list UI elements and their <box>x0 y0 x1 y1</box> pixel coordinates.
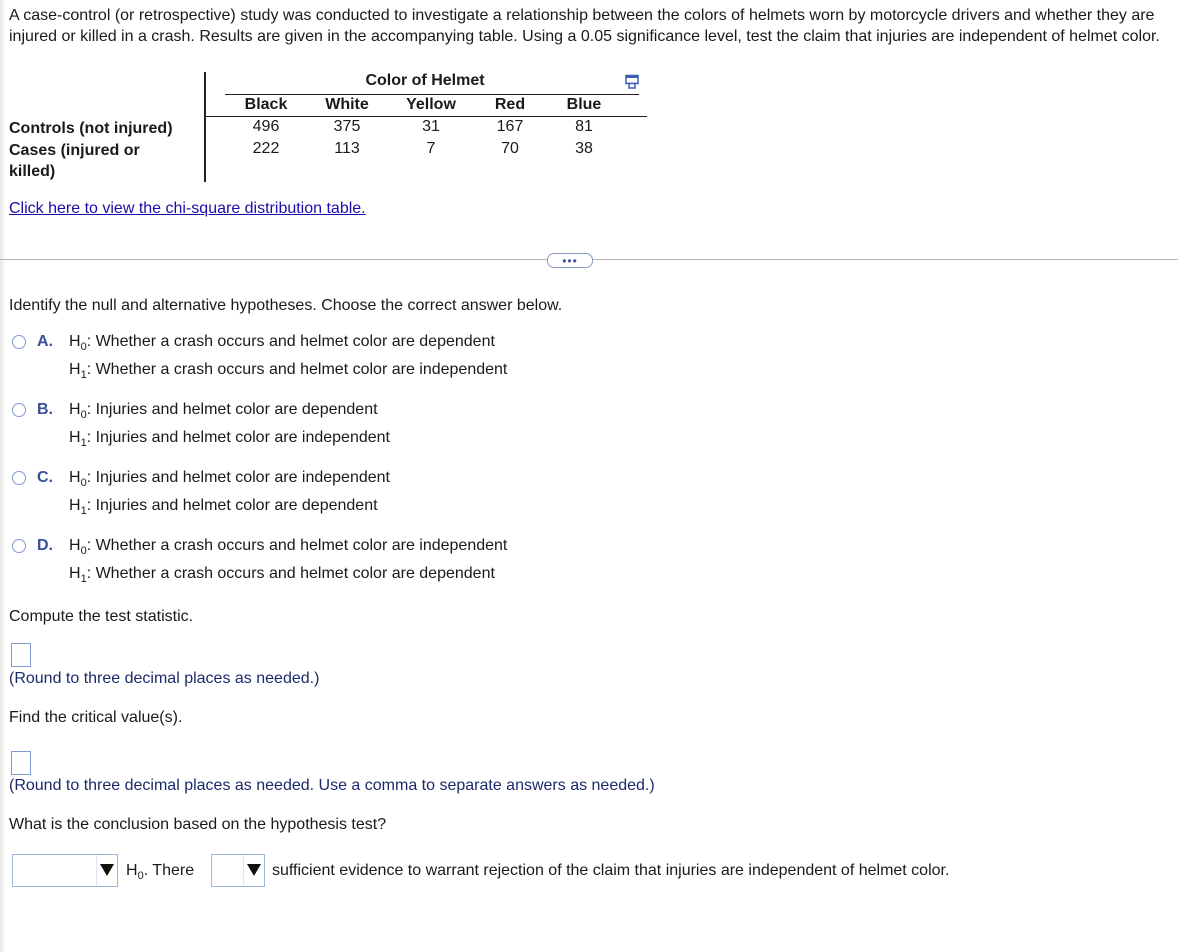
option-d[interactable] <box>12 537 712 593</box>
conclusion-h0-text: $H_0$. There <box>126 862 195 882</box>
option-a[interactable] <box>12 333 712 389</box>
contingency-table <box>9 70 649 185</box>
table-cell: 31 <box>422 118 440 135</box>
test-statistic-hint: (Round to three decimal places as needed.) <box>9 670 320 687</box>
more-dots-icon: ••• <box>562 253 578 268</box>
copy-data-icon[interactable] <box>624 74 640 90</box>
column-header-white: White <box>325 96 369 113</box>
option-d-h0: $H_0$: Whether a crash occurs and helmet color are independent <box>69 537 508 557</box>
row-label-cases-line1: Cases (injured or <box>9 142 140 159</box>
option-a-h0: $H_0$: Whether a crash occurs and helmet color are dependent <box>69 333 495 353</box>
row-label-cases-line2: killed) <box>9 163 56 180</box>
option-c-h0: $H_0$: Injuries and helmet color are independent <box>69 469 390 489</box>
table-cell: 167 <box>496 118 524 135</box>
left-panel-shade <box>0 0 6 952</box>
question-critical-value-prompt: Find the critical value(s). <box>9 709 183 726</box>
reject-decision-dropdown[interactable] <box>12 854 118 887</box>
column-header-black: Black <box>244 96 288 113</box>
column-header-red: Red <box>494 96 526 113</box>
table-cell: 375 <box>333 118 361 135</box>
row-label-controls: Controls (not injured) <box>9 120 173 137</box>
table-cell: 38 <box>575 140 593 157</box>
option-b[interactable] <box>12 401 712 457</box>
table-cell: 7 <box>426 140 436 157</box>
dropdown-arrow-icon <box>100 864 114 876</box>
option-b-h0: $H_0$: Injuries and helmet color are dependent <box>69 401 378 421</box>
problem-statement: A case-control (or retrospective) study was conducted to investigate a relationship between the colors of helmets worn by motorcycle drivers and whether they are injured or killed in a crash. Results are given in the accompanying table. Using a 0.05 significance level, test the claim that injuries are independent of helmet color. <box>9 7 1160 45</box>
option-letter: A. <box>37 333 53 350</box>
radio-icon[interactable] <box>12 471 26 485</box>
option-letter: B. <box>37 401 53 418</box>
question-conclusion-prompt: What is the conclusion based on the hypothesis test? <box>9 816 387 833</box>
option-letter: C. <box>37 469 53 486</box>
row-label-cases <box>9 140 194 182</box>
more-button[interactable] <box>547 253 593 268</box>
critical-value-hint: (Round to three decimal places as needed. Use a comma to separate answers as needed.) <box>9 777 655 794</box>
evidence-dropdown[interactable] <box>211 854 265 887</box>
chi-square-table-link[interactable]: Click here to view the chi-square distribution table. <box>9 200 366 217</box>
dropdown-arrow-icon <box>247 864 261 876</box>
option-b-h1: $H_1$: Injuries and helmet color are independent <box>69 429 390 449</box>
option-a-h1: $H_1$: Whether a crash occurs and helmet color are independent <box>69 361 508 381</box>
table-cell: 113 <box>334 140 360 157</box>
radio-icon[interactable] <box>12 403 26 417</box>
option-letter: D. <box>37 537 53 554</box>
table-title: Color of Helmet <box>365 72 485 89</box>
test-statistic-input[interactable] <box>11 643 31 667</box>
table-title-rule <box>225 94 639 95</box>
table-cell: 496 <box>252 118 280 135</box>
column-header-blue: Blue <box>566 96 602 113</box>
critical-value-input[interactable] <box>11 751 31 775</box>
option-d-h1: $H_1$: Whether a crash occurs and helmet color are dependent <box>69 565 495 585</box>
option-c[interactable] <box>12 469 712 525</box>
option-c-h1: $H_1$: Injuries and helmet color are dependent <box>69 497 378 517</box>
question-test-statistic-prompt: Compute the test statistic. <box>9 608 194 625</box>
table-cell: 70 <box>501 140 519 157</box>
question-hypotheses-prompt: Identify the null and alternative hypotheses. Choose the correct answer below. <box>9 297 563 314</box>
column-header-yellow: Yellow <box>406 96 456 113</box>
table-cell: 222 <box>252 140 280 157</box>
conclusion-tail-text: sufficient evidence to warrant rejection of the claim that injuries are independent of helmet color. <box>272 862 950 879</box>
radio-icon[interactable] <box>12 335 26 349</box>
radio-icon[interactable] <box>12 539 26 553</box>
table-header-rule <box>205 116 647 117</box>
table-cell: 81 <box>575 118 593 135</box>
